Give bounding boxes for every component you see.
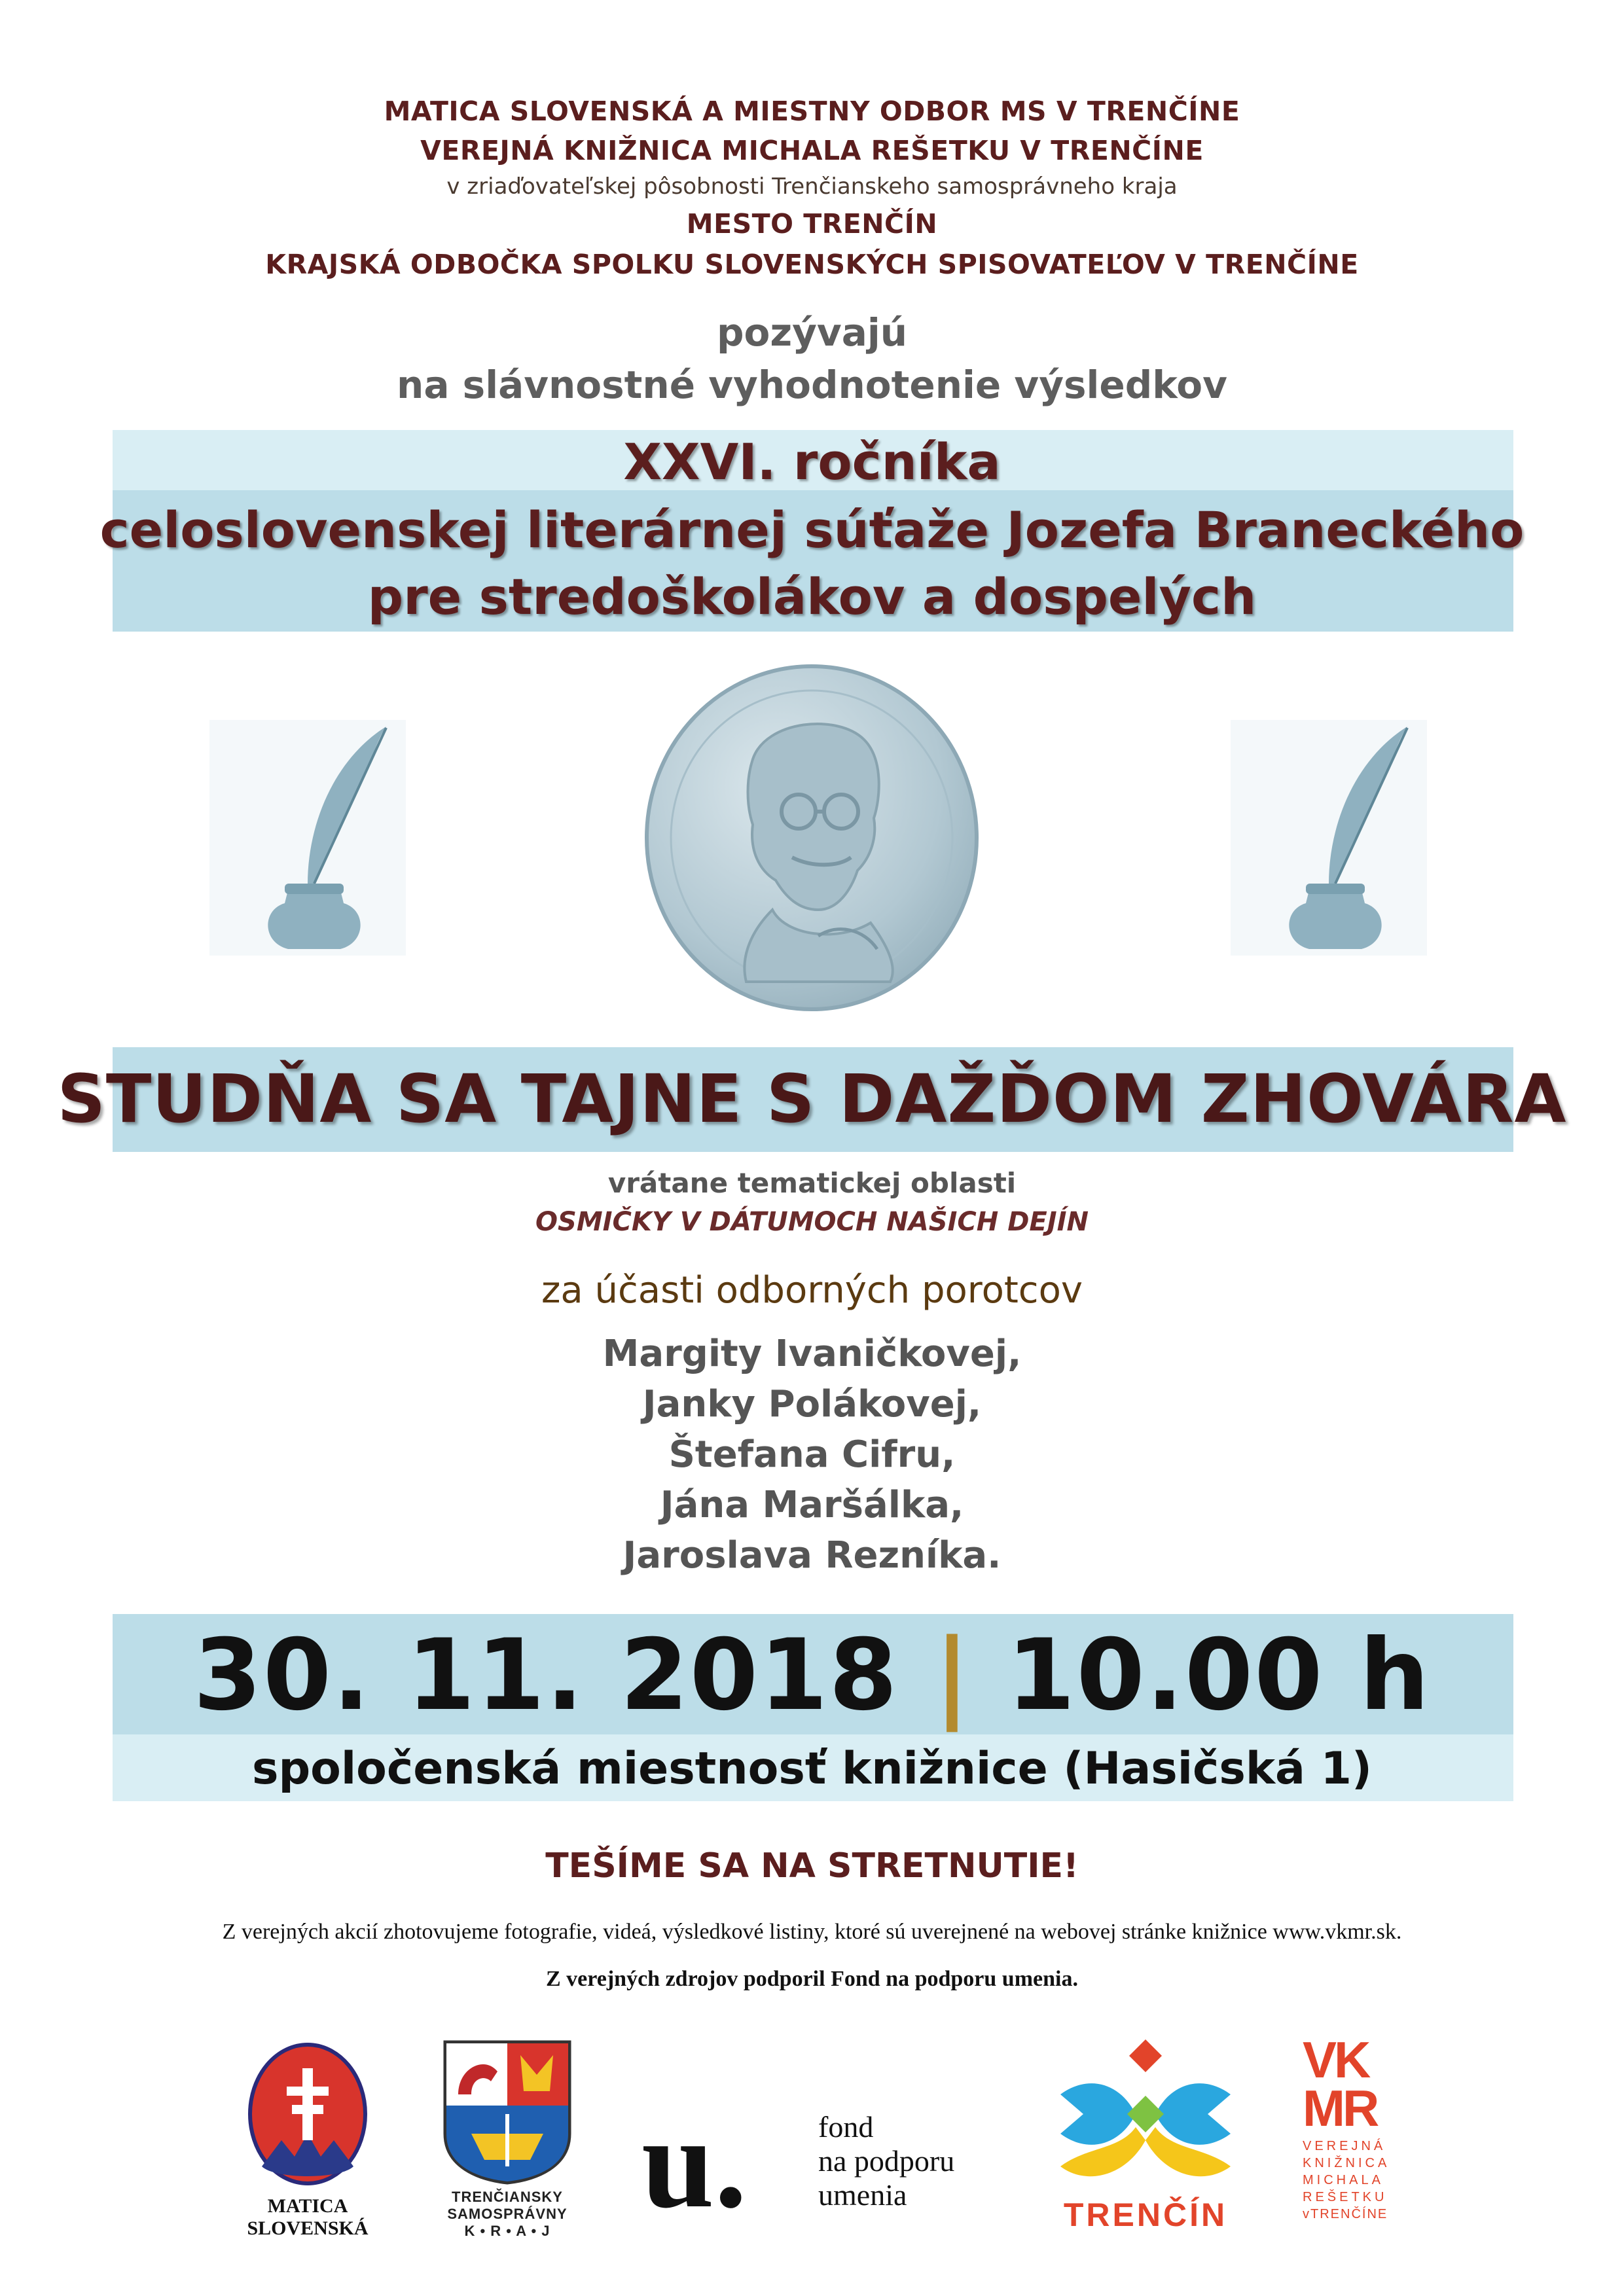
theme-name: OSMIČKY V DÁTUMOCH NAŠICH DEJÍN xyxy=(535,1207,1089,1237)
closing-cheer: TEŠÍME SA NA STRETNUTIE! xyxy=(545,1846,1079,1886)
jury-intro: za účasti odborných porotcov xyxy=(541,1269,1083,1312)
trencin-symbol-icon xyxy=(1047,2036,1244,2193)
fpu-line2: na podporu xyxy=(818,2144,955,2178)
matica-shield-icon xyxy=(223,2042,393,2193)
event-time: 10.00 h xyxy=(1007,1619,1431,1732)
branecky-medal-icon xyxy=(641,661,982,1014)
vkmr-caption-line5: vTRENČÍNE xyxy=(1303,2207,1388,2221)
fpu-line3: umenia xyxy=(818,2178,907,2212)
tsk-caption-line3: K • R • A • J xyxy=(464,2223,550,2239)
event-title: STUDŇA SA TAJNE S DAŽĎOM ZHOVÁRA xyxy=(57,1060,1567,1138)
trencin-logo xyxy=(1047,2036,1244,2245)
fpu-line1: fond xyxy=(818,2110,874,2144)
event-date: 30. 11. 2018 xyxy=(193,1619,899,1732)
support-notice: Z verejných zdrojov podporil Fond na podporu umenia. xyxy=(546,1967,1078,1991)
jury-member: Jána Maršálka, xyxy=(660,1484,964,1526)
event-datetime xyxy=(0,1615,1624,1736)
organizer-writers: KRAJSKÁ ODBOČKA SPOLKU SLOVENSKÝCH SPISOVATEĽOV V TRENČÍNE xyxy=(265,249,1359,280)
event-venue: spoločenská miestnosť knižnice (Hasičská 1) xyxy=(252,1743,1372,1795)
jury-member: Štefana Cifru, xyxy=(668,1433,956,1476)
competition-edition: XXVI. ročníka xyxy=(623,433,1001,491)
invitation-text: na slávnostné vyhodnotenie výsledkov xyxy=(397,363,1227,407)
organizer-matica: MATICA SLOVENSKÁ A MIESTNY ODBOR MS V TRENČÍNE xyxy=(384,96,1240,127)
matica-caption-line2: SLOVENSKÁ xyxy=(247,2217,369,2239)
tsk-caption-line1: TRENČIANSKY xyxy=(452,2189,563,2205)
vkmr-logo xyxy=(1303,2031,1401,2251)
trencin-caption: TRENČÍN xyxy=(1063,2197,1228,2233)
jury-member: Jaroslava Rezníka. xyxy=(623,1534,1001,1577)
quill-inkwell-right-icon xyxy=(1231,720,1427,956)
invitation-verb: pozývajú xyxy=(716,310,908,355)
organizer-library-note: v zriaďovateľskej pôsobnosti Trenčianskeho samosprávneho kraja xyxy=(446,173,1178,200)
competition-audience: pre stredoškolákov a dospelých xyxy=(367,567,1257,626)
quill-inkwell-left-icon xyxy=(209,720,406,956)
organizer-city: MESTO TRENČÍN xyxy=(686,208,938,240)
jury-member: Janky Polákovej, xyxy=(642,1383,982,1426)
organizer-library: VEREJNÁ KNIŽNICA MICHALA REŠETKU V TRENČÍNE xyxy=(420,135,1204,166)
matica-caption-line1: MATICA xyxy=(267,2195,348,2217)
datetime-separator: | xyxy=(934,1619,971,1732)
fpu-mark: u. xyxy=(641,2090,748,2235)
tsk-coat-of-arms-icon xyxy=(432,2036,583,2186)
photo-notice: Z verejných akcií zhotovujeme fotografie, videá, výsledkové listiny, ktoré sú uverejnené na webovej stránke knižnice www.vkmr.sk. xyxy=(222,1920,1402,1944)
competition-name: celoslovenskej literárnej súťaže Jozefa Braneckého xyxy=(99,501,1525,559)
tsk-logo xyxy=(432,2036,583,2245)
tsk-caption-line2: SAMOSPRÁVNY xyxy=(447,2206,568,2222)
jury-member: Margity Ivaničkovej, xyxy=(602,1333,1022,1375)
fpu-logo xyxy=(641,2090,1008,2238)
vkmr-mark-bottom: MR xyxy=(1303,2079,1377,2137)
vkmr-caption-line4: REŠETKU xyxy=(1303,2190,1388,2204)
vkmr-mark-top: VK xyxy=(1303,2031,1369,2089)
vkmr-caption-line2: KNIŽNICA xyxy=(1303,2156,1390,2170)
vkmr-caption-line1: VEREJNÁ xyxy=(1303,2139,1386,2153)
theme-intro: vrátane tematickej oblasti xyxy=(607,1167,1017,1199)
matica-slovenska-logo xyxy=(223,2042,393,2238)
vkmr-caption-line3: MICHALA xyxy=(1303,2173,1384,2187)
